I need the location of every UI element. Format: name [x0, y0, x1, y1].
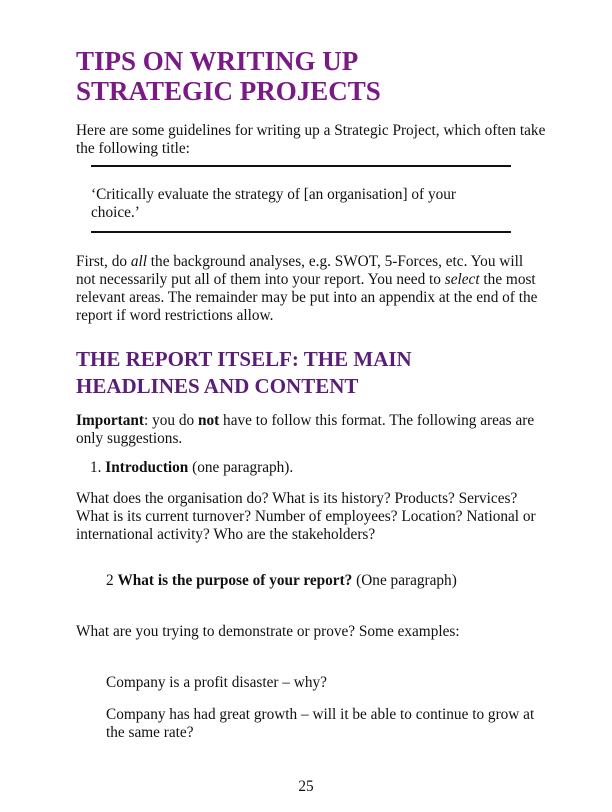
page-title [76, 46, 546, 106]
background-paragraph [76, 253, 546, 325]
quote-block [91, 186, 511, 222]
list-item-detail: (One paragraph) [352, 572, 457, 589]
important-text-1: : you do [144, 412, 198, 429]
background-emphasis-select: select [444, 271, 480, 288]
section-heading-line-1: THE REPORT ITSELF: THE MAIN [76, 347, 412, 371]
list-item-detail: (one paragraph). [188, 459, 294, 476]
list-item-purpose [106, 572, 576, 590]
quote-rule-top [91, 165, 511, 167]
background-text-2: the background analyses, e.g. SWOT, 5-Forces, etc. You will not necessarily put all of them into your report. You need to [76, 253, 524, 288]
important-label: Important [76, 412, 144, 429]
purpose-question: What are you trying to demonstrate or prove? Some examples: [76, 623, 460, 640]
list-item-number: 1. [90, 459, 106, 476]
quote-rule-bottom [91, 231, 511, 233]
intro-paragraph: Here are some guidelines for writing up a Strategic Project, which often take the following title: [76, 122, 546, 157]
page-number: 25 [298, 778, 314, 795]
quote-line-1: ‘Critically evaluate the strategy of [an organisation] of your [91, 186, 457, 203]
important-not: not [197, 412, 220, 429]
introduction-questions: What does the organisation do? What is its history? Products? Services? What is its current turnover? Number of employees? Location? National or international activity? Who are the stakeholders? [76, 490, 536, 543]
example-item: Company is a profit disaster – why? [106, 674, 327, 691]
background-emphasis-all: all [130, 253, 147, 270]
background-text-3: the most relevant areas. The remainder may be put into an appendix at the end of the report if word restrictions allow. [76, 271, 538, 324]
important-text-2: have to follow this format. The following areas are only suggestions. [76, 412, 535, 447]
background-text-1: First, do [76, 253, 131, 270]
list-item-introduction [90, 459, 560, 477]
example-item: Company has had great growth – will it be able to continue to grow at the same rate? [106, 706, 535, 741]
section-heading [76, 346, 546, 400]
section-heading-line-2: HEADLINES AND CONTENT [76, 374, 359, 398]
important-note [76, 412, 546, 448]
list-item-heading: Introduction [105, 459, 189, 476]
list-item-number: 2 [106, 572, 118, 589]
page-title-line-2: STRATEGIC PROJECTS [76, 76, 381, 106]
quote-line-2: choice.’ [91, 204, 140, 221]
list-item-heading: What is the purpose of your report? [117, 572, 353, 589]
page-title-line-1: TIPS ON WRITING UP [76, 46, 359, 76]
